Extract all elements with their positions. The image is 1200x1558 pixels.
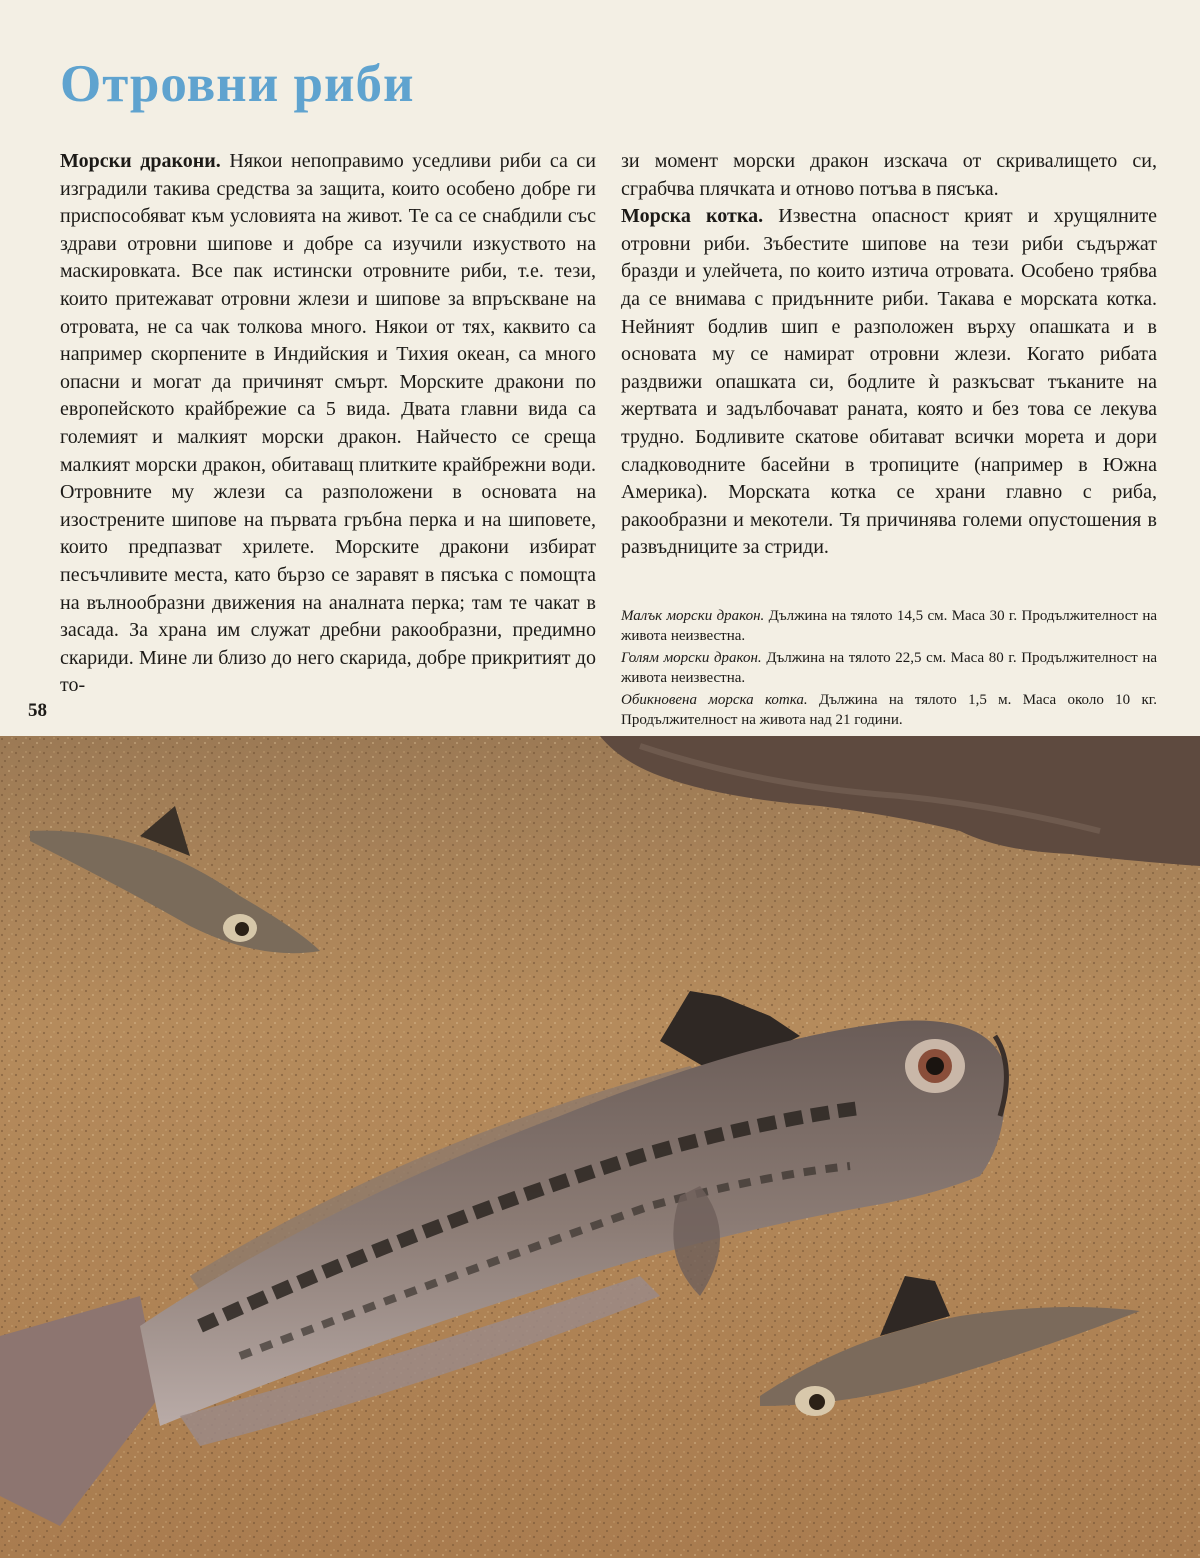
left-paragraph: [60, 148, 596, 700]
caption-stingray: [621, 690, 1157, 730]
page-number: 58: [28, 700, 47, 721]
caption-species-name: Обикновена морска котка.: [621, 692, 808, 708]
caption-lesser-weever: [621, 606, 1157, 646]
caption-text: Дължина на тялото 1,5 м. Маса около 10 кг. Продължителност на живота над 21 години.: [621, 692, 1157, 728]
figure-captions: [621, 606, 1157, 732]
caption-text: Дължина на тялото 14,5 см. Маса 30 г. Продължителност на живота неизвестна.: [621, 608, 1158, 644]
right-paragraph: [621, 203, 1157, 562]
right-column: [621, 148, 1157, 562]
right-body-text: Известна опасност крият и хрущялните отровни риби. Зъбестите шипове на тези риби съдържат бразди и улейчета, по които изтича отровата. Особено трябва да се внимава с придънните риби. Такава е морската котка. Нейният бодлив шип е разположен върху опашката и в основата му се намират отровни жлези. Когато рибата раздвижи опашката си, бодлите ѝ разкъсват тъканите на жертвата и задълбочават раната, която и без това се лекува трудно. Бодливите скатове обитават всички морета и дори сладководните басейни в тропиците (например в Южна Америка). Морската котка се храни главно с риба, ракообразни и мекотели. Тя причинява големи опустошения в развъдниците за стриди.: [621, 205, 1158, 559]
left-body-text: Някои непоправимо уседливи риби са си изградили такива средства за защита, които особено добре ги приспособяват към условията на живот. Те са се снабдили със здрави отровни шипове и добре са изучили изкуството на маскировката. Все пак истински отровните риби, т.е. тези, които притежават отровни жлези и шипове за впръскване на отровата, не са чак толкова много. Някои от тях, каквито са например скорпените в Индийския и Тихия океан, са много опасни и могат да причинят смърт. Морските дракони по европейското крайбрежие са 5 вида. Двата главни вида са големият и малкият морски дракон. Найчесто се среща малкият морски дракон, обитаващ плитките крайбрежни води. Отровните му жлези са разположени в основата на изострените шипове на първата гръбна перка и на шиповете, които предпазват хрилете. Морските дракони избират песъчливите места, като бързо се заравят в пясъка с помощта на вълнообразни движения на аналната перка; там те чакат в засада. За храна им служат дребни ракообразни, предимно скариди. Мине ли близо до него скарида, добре прикритият до то-: [60, 150, 596, 697]
section-heading-stingray: Морска котка.: [621, 205, 764, 228]
section-heading-weevers: Морски дракони.: [60, 150, 221, 172]
fish-illustration: [0, 736, 1200, 1558]
caption-text: Дължина на тялото 22,5 см. Маса 80 г. Продължителност на живота неизвестна.: [621, 650, 1158, 686]
left-column: [60, 148, 596, 700]
caption-species-name: Голям морски дракон.: [621, 650, 762, 666]
page-title: Отровни риби: [60, 55, 415, 113]
caption-species-name: Малък морски дракон.: [621, 608, 765, 624]
caption-greater-weever: [621, 648, 1157, 688]
right-continuation-text: зи момент морски дракон изскача от скривалището си, сграбчва плячката и отново потъва в пясъка.: [621, 150, 1157, 200]
